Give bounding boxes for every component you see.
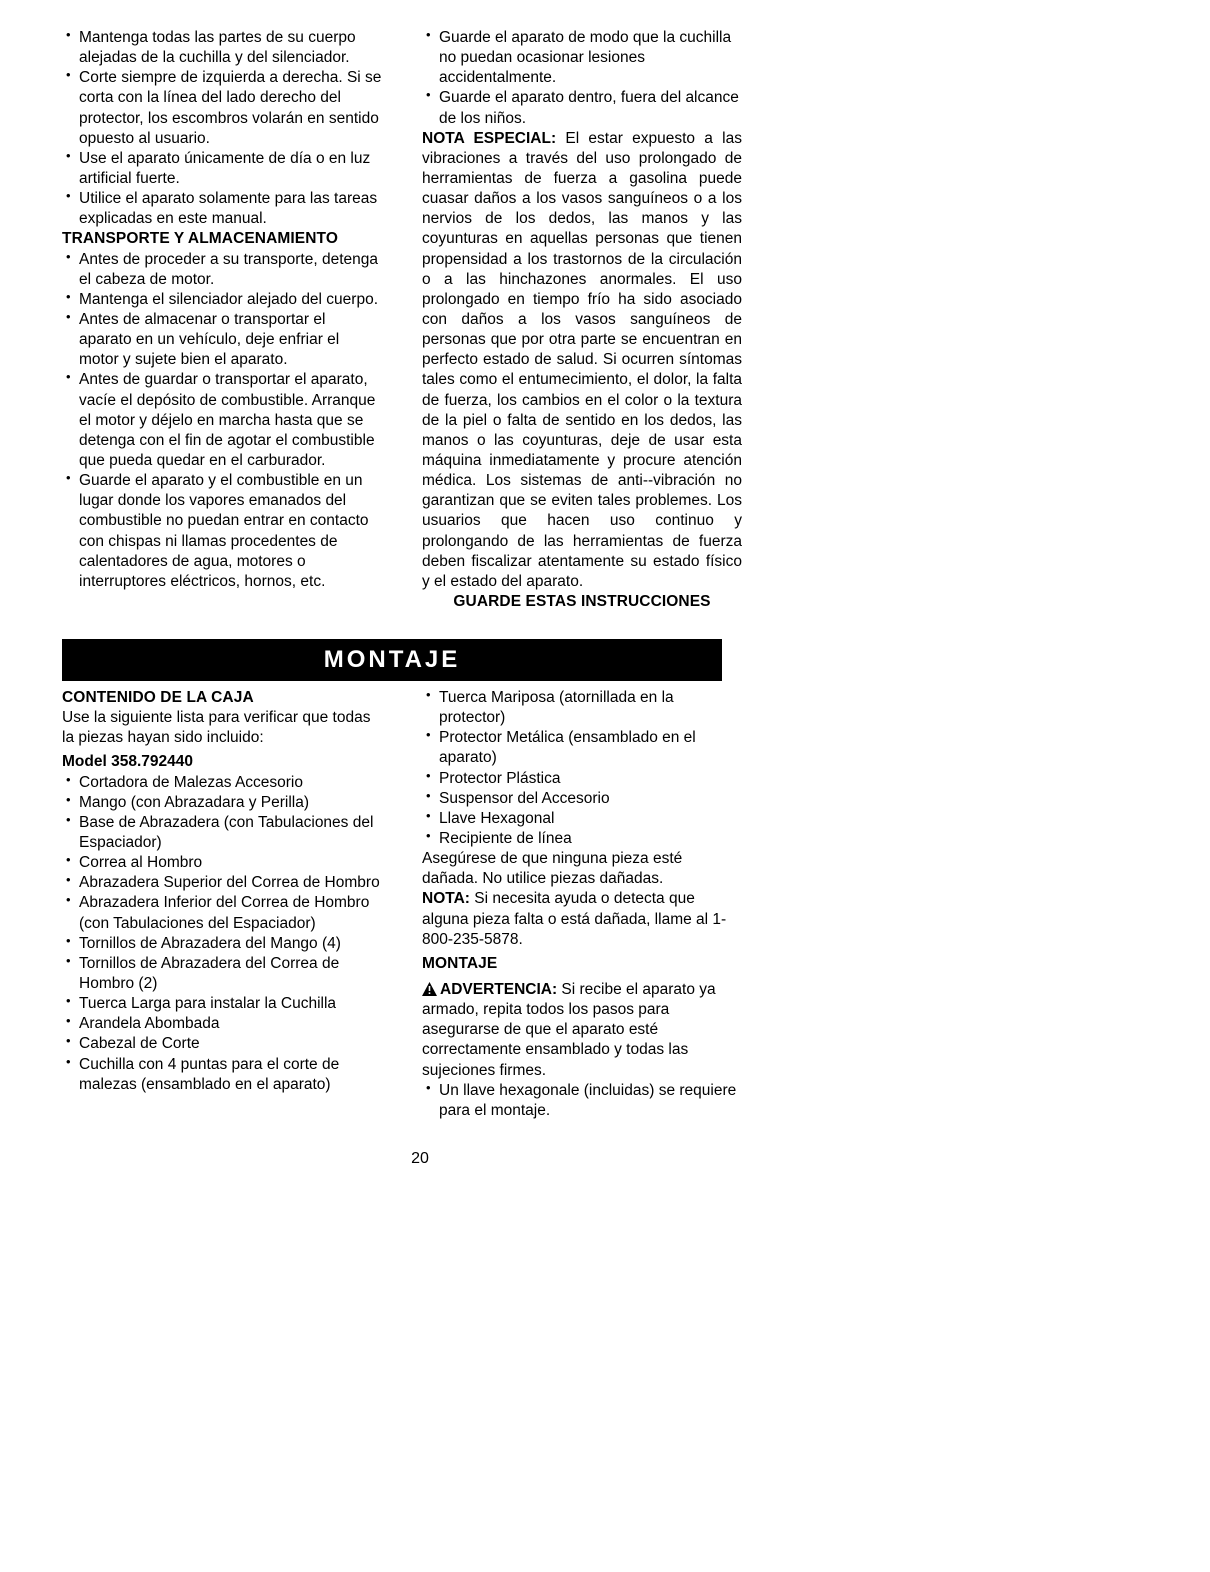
list-item: • Guarde el aparato dentro, fuera del alcance de los niños. xyxy=(422,88,742,128)
list-item: • Correa al Hombro xyxy=(62,853,382,873)
safety-bullet-list-1 xyxy=(62,28,382,229)
list-item: • Cortadora de Malezas Accesorio xyxy=(62,773,382,793)
list-item: • Antes de guardar o transportar el aparato, vacíe el depósito de combustible. Arranque el motor y déjelo en marcha hasta que se detenga con el fin de agotar el combustible que pueda quedar en el carburador. xyxy=(62,370,382,471)
box-contents-list-right xyxy=(422,688,742,849)
lower-right-column xyxy=(422,688,742,1121)
upper-right-column xyxy=(422,28,742,612)
list-item: • Antes de proceder a su transporte, detenga el cabeza de motor. xyxy=(62,250,382,290)
contenido-intro: Use la siguiente lista para verificar que todas la piezas hayan sido incluido: xyxy=(62,709,371,747)
list-item: • Un llave hexagonale (incluidas) se requiere para el montaje. xyxy=(422,1081,742,1121)
save-instructions-heading: GUARDE ESTAS INSTRUCCIONES xyxy=(453,592,711,610)
list-item: • Mantenga todas las partes de su cuerpo alejadas de la cuchilla y del silenciador. xyxy=(62,28,382,68)
list-item: • Guarde el aparato y el combustible en un lugar donde los vapores emanados del combustible no puedan entrar en contacto con chispas ni llamas procedentes de calentadores de agua, motores o interruptores eléctricos, hornos, etc. xyxy=(62,471,382,592)
assembly-tool-list xyxy=(422,1081,742,1121)
storage-bullet-list xyxy=(422,28,742,129)
box-contents-list-left xyxy=(62,773,382,1095)
list-item: • Corte siempre de izquierda a derecha. Si se corta con la línea del lado derecho del protector, los escombros volarán en sentido opuesto al usuario. xyxy=(62,68,382,149)
list-item: • Suspensor del Accesorio xyxy=(422,789,742,809)
list-item: • Cuchilla con 4 puntas para el corte de malezas (ensamblado en el aparato) xyxy=(62,1055,382,1095)
special-note-text: El estar expuesto a las vibraciones a través del uso prolongado de herramientas de fuerza a gasolina puede cuasar daños a los vasos sanguíneos o a los nervios de los dedos, las manos y las coyunturas en aquellas personas que tienen propensidad a los trastornos de la circulación o a las hinchazones anormales. El uso prolongado en tiempo frío ha sido asociado con daños a los vasos sanguíneos de personas que por otra parte se encuentran en perfecto estado de salud. Si ocurren síntomas tales como el entumecimiento, el dolor, la falta de fuerza, los cambios en el color o la textura de la piel o falta de sentido en los dedos, las manos o las coyunturas, deje de usar esta máquina inmediatamente y procure atención médica. Los sistemas de anti--vibración no garantizan que se eviten tales problemes. Los usuarios que hacen uso continuo y prolongando de las herramientas de fuerza deben fiscalizar atentamente su estado físico y el estado del aparato. xyxy=(422,129,742,590)
special-note-label: NOTA ESPECIAL: xyxy=(422,129,557,147)
list-item: • Protector Plástica xyxy=(422,769,742,789)
upper-left-column xyxy=(62,28,382,592)
list-item: • Protector Metálica (ensamblado en el aparato) xyxy=(422,728,742,768)
warning-triangle-icon xyxy=(422,982,437,996)
model-number: Model 358.792440 xyxy=(62,753,193,771)
list-item: • Use el aparato únicamente de día o en luz artificial fuerte. xyxy=(62,149,382,189)
list-item: • Mantenga el silenciador alejado del cuerpo. xyxy=(62,290,382,310)
upper-columns xyxy=(62,28,1152,612)
list-item: • Guarde el aparato de modo que la cuchilla no puedan ocasionar lesiones accidentalmente. xyxy=(422,28,742,88)
list-item: • Arandela Abombada xyxy=(62,1014,382,1034)
list-item: • Recipiente de línea xyxy=(422,829,742,849)
list-item: • Tornillos de Abrazadera del Correa de Hombro (2) xyxy=(62,954,382,994)
montaje-banner xyxy=(62,639,722,681)
help-note-paragraph xyxy=(422,889,742,949)
warning-text: Si recibe el aparato ya armado, repita todos los pasos para asegurarse de que el aparato esté correctamente ensamblado y todas las sujeciones firmes. xyxy=(422,980,716,1079)
list-item: • Tuerca Mariposa (atornillada en la protector) xyxy=(422,688,742,728)
warning-paragraph xyxy=(422,980,742,1081)
list-item: • Base de Abrazadera (con Tabulaciones del Espaciador) xyxy=(62,813,382,853)
list-item: • Mango (con Abrazadara y Perilla) xyxy=(62,793,382,813)
special-note-paragraph xyxy=(422,129,742,592)
page-number: 20 xyxy=(411,1150,429,1167)
section-heading-contenido: CONTENIDO DE LA CAJA xyxy=(62,689,254,706)
list-item: • Cabezal de Corte xyxy=(62,1034,382,1054)
section-heading-transporte: TRANSPORTE Y ALMACENAMIENTO xyxy=(62,230,338,248)
inspect-parts-text: Asegúrese de que ninguna pieza esté dañada. No utilice piezas dañadas. xyxy=(422,850,683,888)
list-item: • Tuerca Larga para instalar la Cuchilla xyxy=(62,994,382,1014)
list-item: • Abrazadera Superior del Correa de Hombro xyxy=(62,873,382,893)
list-item: • Antes de almacenar o transportar el aparato en un vehículo, deje enfriar el motor y sujete bien el aparato. xyxy=(62,310,382,370)
lower-left-column xyxy=(62,688,382,1095)
banner-title: MONTAJE xyxy=(323,646,461,673)
list-item: • Abrazadera Inferior del Correa de Hombro (con Tabulaciones del Espaciador) xyxy=(62,893,382,933)
list-item: • Tornillos de Abrazadera del Mango (4) xyxy=(62,934,382,954)
warning-label: ADVERTENCIA: xyxy=(440,980,558,998)
lower-columns xyxy=(62,688,1152,1121)
help-note-text: Si necesita ayuda o detecta que alguna pieza falta o está dañada, llame al 1-800-235-5878. xyxy=(422,890,727,948)
list-item: • Llave Hexagonal xyxy=(422,809,742,829)
help-note-label: NOTA: xyxy=(422,890,470,908)
list-item: • Utilice el aparato solamente para las tareas explicadas en este manual. xyxy=(62,189,382,229)
safety-bullet-list-2 xyxy=(62,250,382,592)
section-heading-montaje: MONTAJE xyxy=(422,954,498,972)
